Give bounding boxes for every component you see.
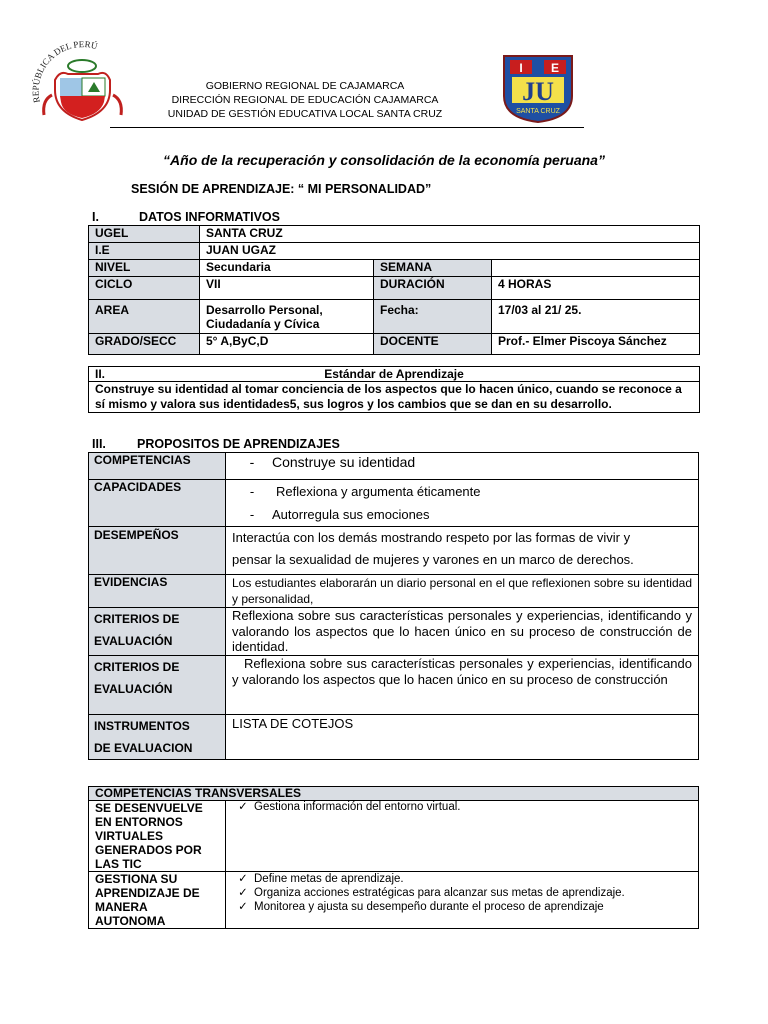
desempeno-line-2: pensar la sexualidad de mujeres y varones en un marco de derechos. bbox=[232, 552, 634, 567]
logo-main-letters: JU bbox=[522, 77, 554, 106]
table-row bbox=[89, 608, 699, 656]
label-criterios-1a: CRITERIOS DE bbox=[94, 612, 180, 626]
value-duracion: 4 HORAS bbox=[492, 277, 700, 300]
section2-number: II. bbox=[95, 367, 106, 381]
label-docente: DOCENTE bbox=[374, 334, 492, 355]
org-line-regional-directorate: DIRECCIÓN REGIONAL DE EDUCACIÓN CAJAMARCA bbox=[171, 94, 439, 106]
section2-title: Estándar de Aprendizaje bbox=[324, 367, 464, 381]
value-area: Desarrollo Personal, Ciudadanía y Cívica bbox=[200, 300, 374, 334]
value-ciclo: VII bbox=[200, 277, 374, 300]
checkmark-icon: ✓ bbox=[238, 887, 248, 899]
organization-header bbox=[150, 79, 460, 121]
capacidad-item-1: Reflexiona y argumenta éticamente bbox=[276, 484, 481, 499]
label-criterios-1b: EVALUACIÓN bbox=[94, 634, 173, 648]
table-row bbox=[89, 277, 700, 300]
competencias-transversales-table bbox=[88, 786, 699, 929]
label-semana: SEMANA bbox=[374, 260, 492, 277]
section3-title: PROPOSITOS DE APRENDIZAJES bbox=[137, 437, 340, 451]
label-nivel: NIVEL bbox=[89, 260, 200, 277]
transversal-item-1: Gestiona información del entorno virtual. bbox=[254, 801, 461, 813]
org-line-ugel: UNIDAD DE GESTIÓN EDUCATIVA LOCAL SANTA CRUZ bbox=[167, 108, 443, 120]
checkmark-icon: ✓ bbox=[238, 901, 248, 913]
header-divider bbox=[110, 127, 584, 128]
table-row bbox=[89, 226, 700, 243]
label-fecha: Fecha: bbox=[374, 300, 492, 334]
estandar-text: Construye su identidad al tomar conciencia de los aspectos que lo hacen único, cuando se reconoce a sí mismo y valora sus identidades5, sus logros y los cambios que se dan en su desarrollo. bbox=[89, 382, 700, 413]
label-instrumentos-b: DE EVALUACION bbox=[94, 740, 193, 755]
value-instrumentos: LISTA DE COTEJOS bbox=[226, 714, 699, 759]
table-row bbox=[89, 300, 700, 334]
capacidad-item-2: Autorregula sus emociones bbox=[272, 507, 430, 522]
logo-letter-e: E bbox=[550, 61, 560, 75]
table-row bbox=[89, 334, 700, 355]
estandar-table bbox=[88, 366, 700, 413]
annual-motto: “Año de la recuperación y consolidación de la economía peruana” bbox=[163, 152, 605, 168]
table-row bbox=[89, 367, 700, 382]
table-row bbox=[89, 382, 700, 413]
table-row bbox=[89, 243, 700, 260]
table-row bbox=[89, 787, 699, 801]
logo-letter-i: I bbox=[519, 61, 523, 75]
label-ciclo: CICLO bbox=[89, 277, 200, 300]
label-area: AREA bbox=[89, 300, 200, 334]
label-ugel: UGEL bbox=[89, 226, 200, 243]
table-row bbox=[89, 872, 699, 929]
peru-crest-logo bbox=[30, 40, 135, 125]
value-grado-secc: 5° A,ByC,D bbox=[200, 334, 374, 355]
label-evidencias: EVIDENCIAS bbox=[89, 575, 226, 608]
desempeno-line-1: Interactúa con los demás mostrando respeto por las formas de vivir y bbox=[232, 530, 631, 545]
label-duracion: DURACIÓN bbox=[374, 277, 492, 300]
session-title: SESIÓN DE APRENDIZAJE: “ MI PERSONALIDAD” bbox=[131, 182, 432, 196]
label-instrumentos-a: INSTRUMENTOS bbox=[94, 718, 190, 733]
datos-informativos-table bbox=[88, 225, 700, 355]
transversal-item-3: Organiza acciones estratégicas para alcanzar sus metas de aprendizaje. bbox=[254, 887, 625, 899]
label-capacidades: CAPACIDADES bbox=[89, 480, 226, 527]
transversal-item-2: Define metas de aprendizaje. bbox=[254, 873, 404, 885]
crest-text: REPÚBLICA DEL PERÚ bbox=[30, 40, 99, 104]
table-row bbox=[89, 260, 700, 277]
table-row: CAPACIDADES - Reflexiona y argumenta éticamente - Autorregula sus emociones bbox=[89, 480, 699, 527]
label-ie: I.E bbox=[89, 243, 200, 260]
table-row bbox=[89, 714, 699, 759]
value-competencias: Construye su identidad bbox=[272, 454, 416, 470]
section1-title: DATOS INFORMATIVOS bbox=[139, 210, 280, 224]
transversal-item-4: Monitorea y ajusta su desempeño durante el proceso de aprendizaje bbox=[254, 901, 604, 913]
table-row bbox=[89, 655, 699, 714]
propositos-table bbox=[88, 452, 699, 760]
checkmark-icon: ✓ bbox=[238, 801, 248, 813]
label-criterios-2b: EVALUACIÓN bbox=[94, 681, 173, 696]
label-aprendizaje-autonomo: GESTIONA SU APRENDIZAJE DE MANERA AUTONOMA bbox=[89, 872, 226, 929]
section1-number: I. bbox=[92, 210, 99, 224]
checkmark-icon: ✓ bbox=[238, 873, 248, 885]
value-criterios-1: Reflexiona sobre sus características personales y experiencias, identificando y valorando los aspectos que lo hacen único en su proceso de construcción de identidad. bbox=[226, 608, 699, 656]
value-evidencias: Los estudiantes elaborarán un diario personal en el que reflexionen sobre su identidad y personalidad, bbox=[226, 575, 699, 608]
org-line-regional-government: GOBIERNO REGIONAL DE CAJAMARCA bbox=[205, 80, 405, 92]
label-desempenos: DESEMPEÑOS bbox=[89, 527, 226, 575]
table-row bbox=[89, 575, 699, 608]
section4-title: COMPETENCIAS TRANSVERSALES bbox=[89, 787, 699, 801]
table-row bbox=[89, 527, 699, 575]
value-ugel: SANTA CRUZ bbox=[200, 226, 700, 243]
value-nivel: Secundaria bbox=[200, 260, 374, 277]
label-grado-secc: GRADO/SECC bbox=[89, 334, 200, 355]
logo-ribbon-text: SANTA CRUZ bbox=[516, 108, 560, 115]
value-fecha: 17/03 al 21/ 25. bbox=[492, 300, 700, 334]
section3-number: III. bbox=[92, 437, 106, 451]
value-ie: JUAN UGAZ bbox=[200, 243, 700, 260]
label-competencias: COMPETENCIAS bbox=[89, 453, 226, 480]
value-semana bbox=[492, 260, 700, 277]
school-logo bbox=[500, 52, 576, 124]
label-entornos-virtuales: SE DESENVUELVE EN ENTORNOS VIRTUALES GENERADOS POR LAS TIC bbox=[89, 801, 226, 872]
table-row bbox=[89, 801, 699, 872]
table-row: COMPETENCIAS - Construye su identidad bbox=[89, 453, 699, 480]
value-criterios-2: Reflexiona sobre sus características personales y experiencias, identificando y valorando los aspectos que lo hacen único en su proceso de construcción bbox=[226, 655, 699, 714]
label-criterios-2a: CRITERIOS DE bbox=[94, 659, 180, 674]
value-docente: Prof.- Elmer Piscoya Sánchez bbox=[492, 334, 700, 355]
